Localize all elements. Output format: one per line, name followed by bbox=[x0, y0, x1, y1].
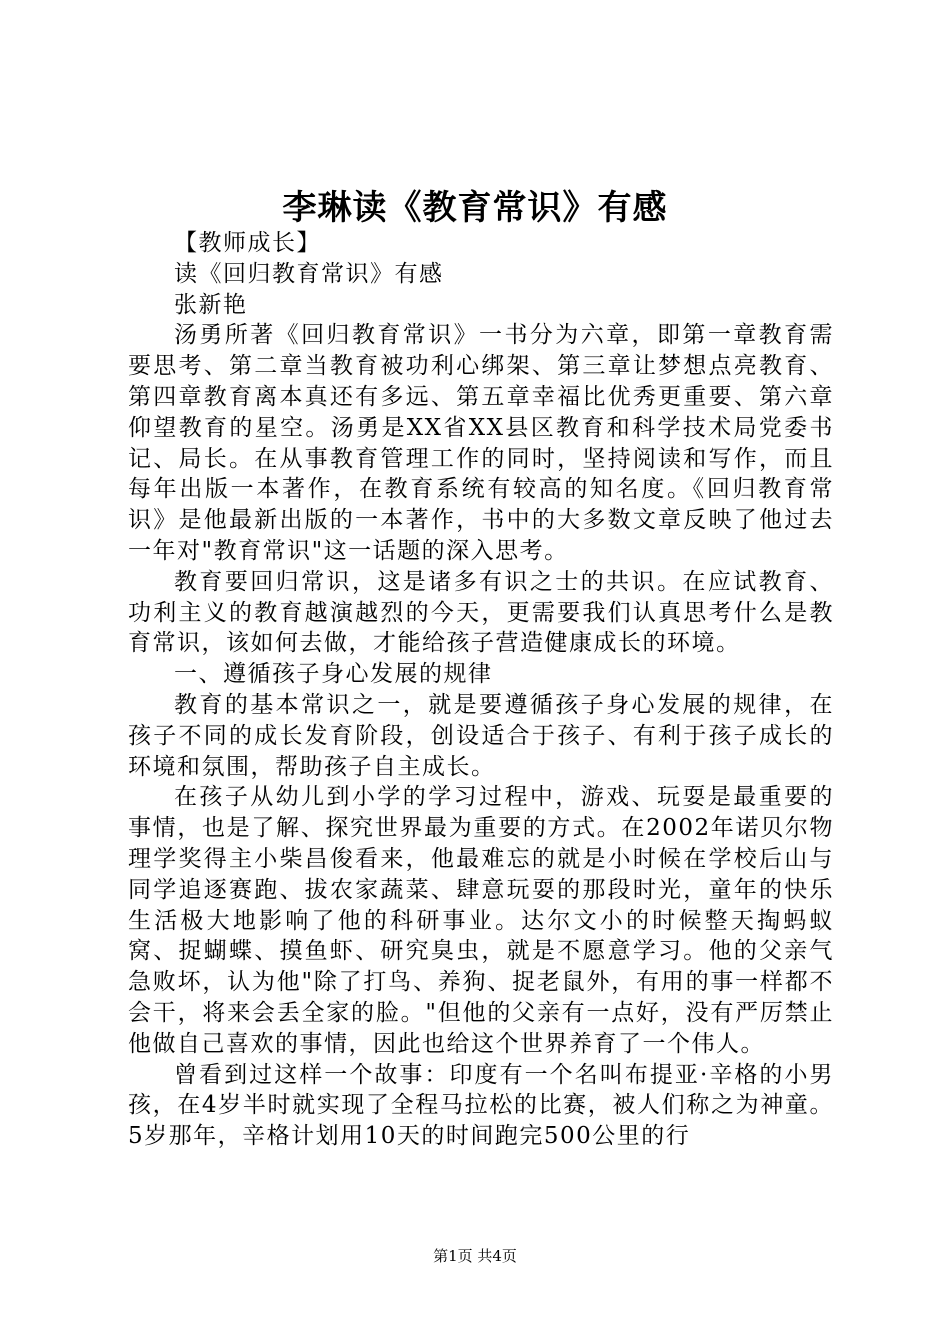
document-title: 李琳读《教育常识》有感 bbox=[282, 188, 668, 228]
paragraph: 教育要回归常识，这是诸多有识之士的共识。在应试教育、功利主义的教育越演越烈的今天，更需要我们认真思考什么是教育常识，该如何去做，才能给孩子营造健康成长的环境。 bbox=[128, 568, 834, 657]
section-heading: 一、遵循孩子身心发展的规律 bbox=[174, 661, 493, 688]
paragraph: 汤勇所著《回归教育常识》一书分为六章，即第一章教育需要思考、第二章当教育被功利心绑架、第三章让梦想点亮教育、第四章教育离本真还有多远、第五章幸福比优秀更重要、第六章仰望教育的星空。汤勇是XX省XX县区教育和科学技术局党委书记、局长。在从事教育管理工作的同时，坚持阅读和写作，而且每年出版一本著作，在教育系统有较高的知名度。《回归教育常识》是他最新出版的一本著作，书中的大多数文章反映了他过去一年对"教育常识"这一话题的深入思考。 bbox=[128, 322, 834, 564]
paragraph: 在孩子从幼儿到小学的学习过程中，游戏、玩耍是最重要的事情，也是了解、探究世界最为重要的方式。在2002年诺贝尔物理学奖得主小柴昌俊看来，他最难忘的就是小时候在学校后山与同学追逐赛跑、拔农家蔬菜、肆意玩耍的那段时光，童年的快乐生活极大地影响了他的科研事业。达尔文小的时候整天掏蚂蚁窝、捉蝴蝶、摸鱼虾、研究臭虫，就是不愿意学习。他的父亲气急败坏，认为他"除了打鸟、养狗、捉老鼠外，有用的事一样都不会干，将来会丢全家的脸。"但他的父亲有一点好，没有严厉禁止他做自己喜欢的事情，因此也给这个世界养育了一个伟人。 bbox=[128, 784, 834, 1057]
section-tag: 【教师成长】 bbox=[174, 230, 321, 256]
paragraph: 教育的基本常识之一，就是要遵循孩子身心发展的规律，在孩子不同的成长发育阶段，创设适合于孩子、有利于孩子成长的环境和氛围，帮助孩子自主成长。 bbox=[128, 691, 834, 780]
page-footer: 第1页 共4页 bbox=[433, 1247, 517, 1265]
author-name: 张新艳 bbox=[174, 291, 248, 318]
paragraph: 曾看到过这样一个故事：印度有一个名叫布提亚·辛格的小男孩，在4岁半时就实现了全程马拉松的比赛，被人们称之为神童。5岁那年，辛格计划用10天的时间跑完500公里的行 bbox=[128, 1061, 834, 1150]
document-body bbox=[128, 228, 834, 1152]
article-title: 读《回归教育常识》有感 bbox=[174, 260, 444, 287]
